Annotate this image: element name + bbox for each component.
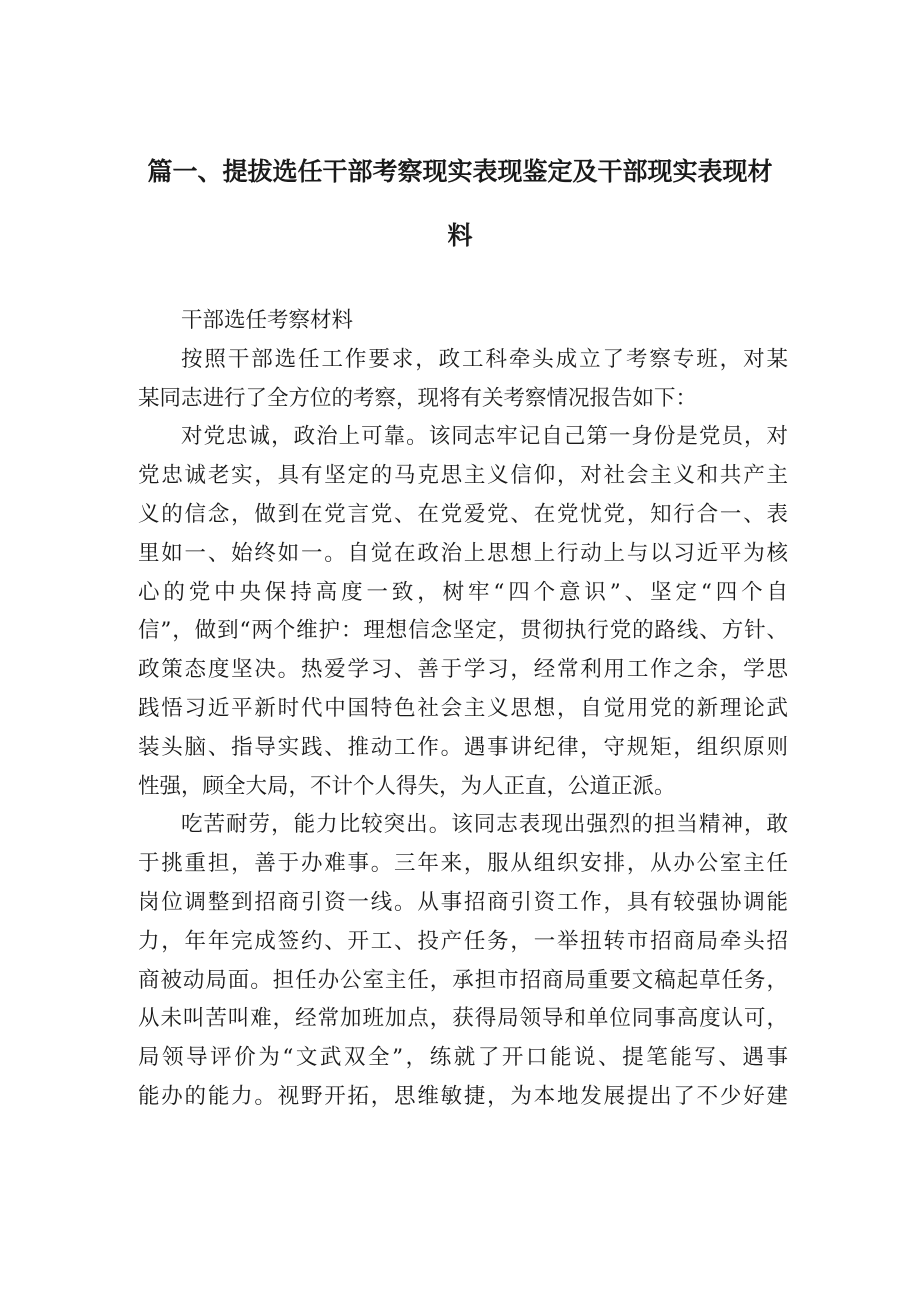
paragraph-line: 局领导评价为“文武双全”，练就了开口能说、提笔能写、遇事 [138, 1045, 788, 1071]
paragraph-line: 装头脑、指导实践、推动工作。遇事讲纪律，守规矩，组织原则 [138, 734, 788, 760]
document-body [138, 302, 788, 1117]
paragraph-line: 心的党中央保持高度一致，树牢“四个意识”、坚定“四个自 [138, 579, 788, 605]
paragraph-2 [138, 418, 788, 806]
paragraph-line: 于挑重担，善于办难事。三年来，服从组织安排，从办公室主任 [138, 851, 788, 877]
paragraph-1 [138, 341, 788, 419]
paragraph-line: 能办的能力。视野开拓，思维敏捷，为本地发展提出了不少好建 [138, 1083, 788, 1109]
paragraph-line: 性强，顾全大局，不计个人得失，为人正直，公道正派。 [138, 773, 676, 799]
section-subtitle: 干部选任考察材料 [181, 308, 354, 333]
paragraph-line: 某同志进行了全方位的考察，现将有关考察情况报告如下： [138, 385, 698, 411]
paragraph-line: 商被动局面。担任办公室主任，承担市招商局重要文稿起草任务， [138, 967, 788, 993]
paragraph-line: 对党忠诚，政治上可靠。该同志牢记自己第一身份是党员，对 [181, 424, 788, 450]
paragraph-line: 里如一、始终如一。自觉在政治上思想上行动上与以习近平为核 [138, 540, 788, 566]
paragraph-line: 按照干部选任工作要求，政工科牵头成立了考察专班，对某 [181, 346, 788, 372]
paragraph-line: 践悟习近平新时代中国特色社会主义思想，自觉用党的新理论武 [138, 695, 788, 721]
paragraph-line: 岗位调整到招商引资一线。从事招商引资工作，具有较强协调能 [138, 889, 788, 915]
paragraph-line: 力，年年完成签约、开工、投产任务，一举扭转市招商局牵头招 [138, 928, 788, 954]
paragraph-line: 吃苦耐劳，能力比较突出。该同志表现出强烈的担当精神，敢 [181, 812, 788, 838]
paragraph-line: 从未叫苦叫难，经常加班加点，获得局领导和单位同事高度认可， [138, 1006, 788, 1032]
paragraph-line: 信”，做到“两个维护：理想信念坚定，贯彻执行党的路线、方针、 [138, 618, 788, 644]
paragraph-3 [138, 806, 788, 1116]
paragraph-line: 政策态度坚决。热爱学习、善于学习，经常利用工作之余，学思 [138, 657, 788, 683]
document-title [120, 140, 800, 268]
title-line-1: 篇一、提拔选任干部考察现实表现鉴定及干部现实表现材 [147, 157, 773, 186]
paragraph-line: 党忠诚老实，具有坚定的马克思主义信仰，对社会主义和共产主 [138, 463, 788, 489]
title-line-2: 料 [447, 221, 473, 250]
paragraph-line: 义的信念，做到在党言党、在党爱党、在党忧党，知行合一、表 [138, 501, 788, 527]
